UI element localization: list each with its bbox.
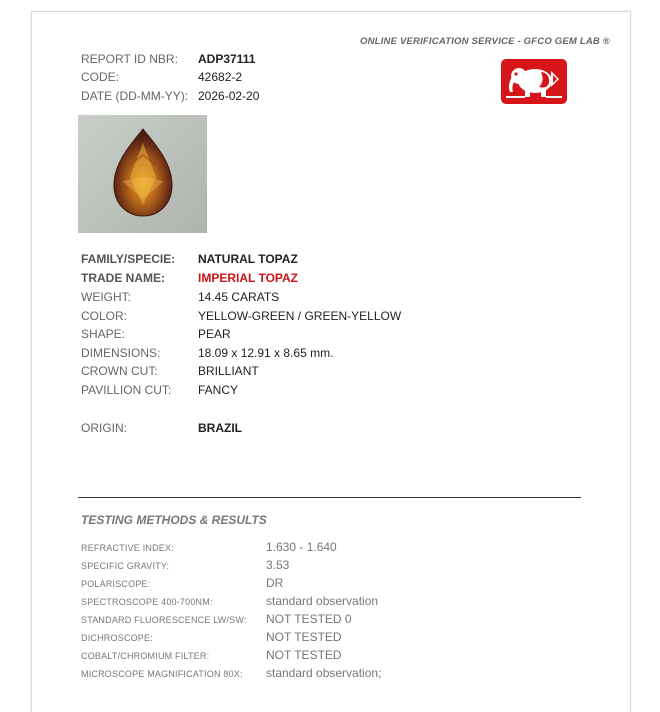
detail-label-weight: WEIGHT:	[81, 290, 131, 304]
code-label: CODE:	[81, 70, 120, 84]
detail-value-shape: PEAR	[198, 327, 231, 341]
test-value-refractive-index: 1.630 - 1.640	[266, 540, 337, 554]
test-value-fluorescence: NOT TESTED 0	[266, 612, 352, 626]
detail-label-trade-name: TRADE NAME:	[81, 271, 165, 285]
origin-value: BRAZIL	[198, 421, 242, 435]
detail-label-crown-cut: CROWN CUT:	[81, 364, 158, 378]
test-label-refractive-index: REFRACTIVE INDEX:	[81, 543, 174, 553]
test-value-microscope: standard observation;	[266, 666, 382, 680]
pear-gem-icon	[78, 115, 207, 233]
test-label-fluorescence: STANDARD FLUORESCENCE LW/SW:	[81, 615, 247, 625]
detail-value-weight: 14.45 CARATS	[198, 290, 280, 304]
report-id-value: ADP37111	[198, 52, 256, 66]
test-label-specific-gravity: SPECIFIC GRAVITY:	[81, 561, 170, 571]
detail-value-pavillion-cut: FANCY	[198, 383, 239, 397]
detail-value-crown-cut: BRILLIANT	[198, 364, 259, 378]
date-label: DATE (DD-MM-YY):	[81, 89, 189, 103]
detail-value-dimensions: 18.09 x 12.91 x 8.65 mm.	[198, 346, 334, 360]
detail-label-pavillion-cut: PAVILLION CUT:	[81, 383, 172, 397]
testing-section-title: TESTING METHODS & RESULTS	[81, 513, 267, 527]
test-label-spectroscope: SPECTROSCOPE 400-700NM:	[81, 597, 213, 607]
test-value-spectroscope: standard observation	[266, 594, 379, 608]
report-id-label: REPORT ID NBR:	[81, 52, 178, 66]
test-value-polariscope: DR	[266, 576, 284, 590]
code-value: 42682-2	[198, 70, 243, 84]
test-value-dichroscope: NOT TESTED	[266, 630, 342, 644]
gfco-logo-icon	[501, 59, 567, 104]
detail-label-dimensions: DIMENSIONS:	[81, 346, 161, 360]
service-title: ONLINE VERIFICATION SERVICE - GFCO GEM LAB ®	[360, 36, 610, 47]
detail-value-family: NATURAL TOPAZ	[198, 252, 298, 266]
detail-value-color: YELLOW-GREEN / GREEN-YELLOW	[198, 309, 402, 323]
test-label-polariscope: POLARISCOPE:	[81, 579, 151, 589]
detail-label-family: FAMILY/SPECIE:	[81, 252, 176, 266]
gem-photo	[78, 115, 207, 233]
test-value-cobalt-filter: NOT TESTED	[266, 648, 342, 662]
detail-value-trade-name: IMPERIAL TOPAZ	[198, 271, 299, 285]
detail-label-color: COLOR:	[81, 309, 128, 323]
date-value: 2026-02-20	[198, 89, 260, 103]
test-label-microscope: MICROSCOPE MAGNIFICATION 80X:	[81, 669, 243, 679]
origin-label: ORIGIN:	[81, 421, 128, 435]
detail-label-shape: SHAPE:	[81, 327, 126, 341]
section-divider	[78, 497, 581, 498]
test-label-cobalt-filter: COBALT/CHROMIUM FILTER:	[81, 651, 210, 661]
test-label-dichroscope: DICHROSCOPE:	[81, 633, 153, 643]
test-value-specific-gravity: 3.53	[266, 558, 290, 572]
